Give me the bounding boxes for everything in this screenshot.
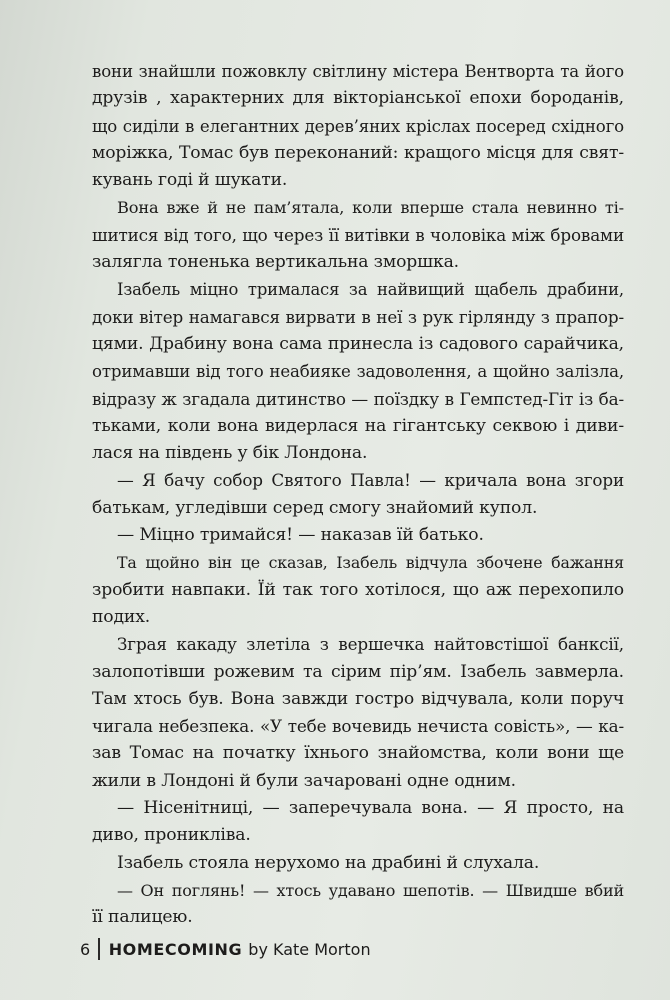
text-line: зробити навпаки. Їй так того хотілося, що аж перехопило (92, 579, 624, 600)
body-text (92, 58, 624, 932)
footer-divider (98, 938, 100, 960)
text-line: Там хтось був. Вона завжди гостро відчувала, коли поруч (92, 688, 624, 709)
text-line: Та щойно він це сказав, Ізабель відчула збочене бажання (117, 553, 624, 573)
page-footer (80, 934, 371, 964)
text-line: вони знайшли пожовклу світлину містера Вентворта та його (92, 62, 624, 81)
text-line: — Я бачу собор Святого Павла! — кричала вона згори (117, 470, 624, 491)
text-line: моріжка, Томас був переконаний: кращого місця для свят- (92, 142, 624, 163)
book-title: HOMECOMING (108, 939, 243, 959)
text-line: доки вітер намагався вирвати в неї з рук гірлянду з прапор- (92, 306, 624, 327)
text-line: кувань годі й шукати. (92, 170, 288, 191)
text-line: Зграя какаду злетіла з вершечка найтовстішої банксії, (117, 634, 624, 655)
text-line: лася на південь у бік Лондона. (92, 443, 368, 464)
text-line: її палицею. (92, 907, 193, 928)
text-line: залягла тоненька вертикальна зморшка. (92, 252, 459, 273)
text-line: що сиділи в елегантних дерев’яних кріслах посеред східного (92, 116, 624, 136)
text-line: Ізабель міцно трималася за найвищий щабель драбини, (117, 280, 624, 300)
text-line: Ізабель стояла нерухомо на драбині й слухала. (117, 852, 540, 873)
text-line: цями. Драбину вона сама принесла із садового сарайчика, (92, 333, 624, 354)
text-line: відразу ж згадала дитинство — поїздку в Гемпстед-Гіт із ба- (92, 388, 624, 409)
text-line: жили в Лондоні й були зачаровані одне одним. (92, 770, 516, 791)
text-line: диво, проникліва. (92, 825, 251, 846)
text-line: — Он поглянь! — хтось удавано шепотів. — Швидше вбий (117, 880, 624, 900)
text-line: — Міцно тримайся! — наказав їй батько. (117, 525, 484, 546)
text-line: тьками, коли вона видерлася на гігантську секвою і диви- (92, 415, 624, 436)
text-line: отримавши від того неабияке задоволення, а щойно залізла, (92, 362, 624, 382)
text-line: — Нісенітниці, — заперечувала вона. — Я просто, на (117, 798, 624, 819)
text-line: подих. (92, 606, 151, 627)
text-line: Вона вже й не пам’ятала, коли вперше стала невинно ті- (117, 198, 624, 218)
text-line: зав Томас на початку їхнього знайомства, коли вони ще (92, 743, 624, 764)
text-line: друзів , характерних для вікторіанської епохи бороданів, (92, 88, 624, 109)
text-line: батькам, угледівши серед смогу знайомий купол. (92, 497, 538, 518)
author-byline: by Kate Morton (248, 939, 371, 959)
text-line: шитися від того, що через її витівки в чоловіка між бровами (92, 224, 624, 245)
text-line: залопотівши рожевим та сірим пір’ям. Ізабель завмерла. (92, 661, 624, 682)
page-number: 6 (80, 939, 91, 959)
text-line: чигала небезпека. «У тебе вочевидь нечиста совість», — ка- (92, 716, 624, 737)
